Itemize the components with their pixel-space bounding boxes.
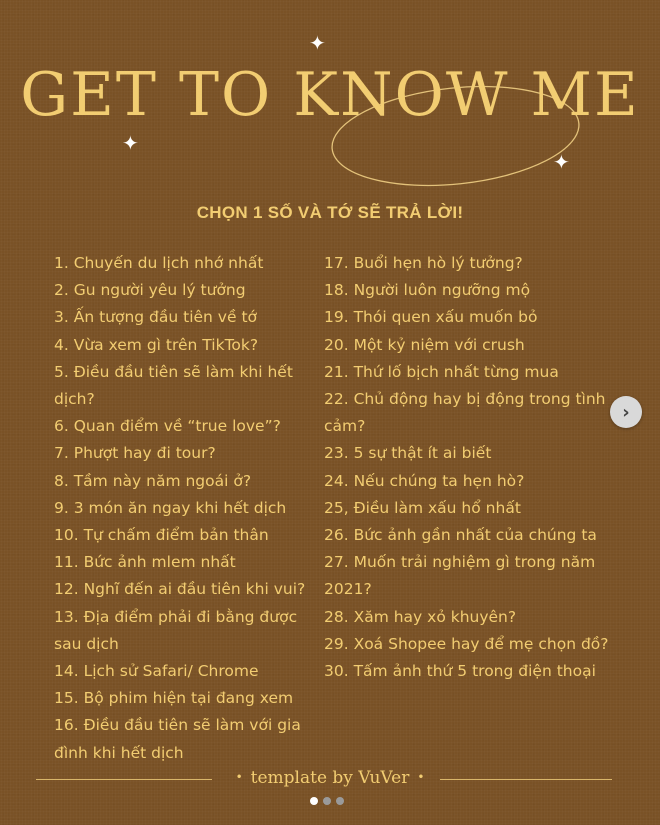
page-dot[interactable] xyxy=(336,797,344,805)
question-item: 2. Gu người yêu lý tưởng xyxy=(54,281,246,300)
question-item: 16. Điều đầu tiên sẽ làm với gia đình khi hết dịch xyxy=(54,716,301,762)
page-dot[interactable] xyxy=(323,797,331,805)
question-item: 5. Điều đầu tiên sẽ làm khi hết dịch? xyxy=(54,362,293,409)
page-dot[interactable] xyxy=(310,797,318,805)
question-item: 20. Một kỷ niệm với crush xyxy=(324,335,525,354)
bullet-icon: • xyxy=(417,770,425,784)
question-item: 7. Phượt hay đi tour? xyxy=(54,444,216,463)
question-item: 29. Xoá Shopee hay để mẹ chọn đồ? xyxy=(324,634,609,653)
question-item: 12. Nghĩ đến ai đầu tiên khi vui? xyxy=(54,580,306,599)
question-item: 25, Điều làm xấu hổ nhất xyxy=(324,498,521,517)
footer-credit: template by VuVer xyxy=(250,768,410,788)
question-item: 8. Tầm này năm ngoái ở? xyxy=(54,471,252,490)
question-item: 19. Thói quen xấu muốn bỏ xyxy=(324,308,538,327)
sparkle-icon: ✦ xyxy=(553,150,570,174)
question-item: 22. Chủ động hay bị động trong tình cảm? xyxy=(324,390,606,436)
question-item: 4. Vừa xem gì trên TikTok? xyxy=(54,335,259,354)
carousel-page-indicator xyxy=(310,797,344,805)
question-item: 3. Ấn tượng đầu tiên về tớ xyxy=(54,308,257,327)
question-item: 15. Bộ phim hiện tại đang xem xyxy=(54,689,294,708)
question-item: 18. Người luôn ngưỡng mộ xyxy=(324,281,531,300)
chevron-right-icon: › xyxy=(622,401,630,423)
bullet-icon: • xyxy=(235,770,243,784)
question-item: 10. Tự chấm điểm bản thân xyxy=(54,526,269,545)
sparkle-icon: ✦ xyxy=(122,131,139,155)
question-item: 27. Muốn trải nghiệm gì trong năm 2021? xyxy=(324,553,596,599)
carousel-next-button[interactable] xyxy=(610,396,642,428)
question-item: 30. Tấm ảnh thứ 5 trong điện thoại xyxy=(324,662,596,681)
question-item: 9. 3 món ăn ngay khi hết dịch xyxy=(54,498,287,517)
question-item: 17. Buổi hẹn hò lý tưởng? xyxy=(324,254,523,272)
subtitle: CHỌN 1 SỐ VÀ TỚ SẼ TRẢ LỜI! xyxy=(196,203,464,222)
question-item: 24. Nếu chúng ta hẹn hò? xyxy=(324,471,525,490)
page-title: GET TO KNOW ME xyxy=(20,60,640,130)
question-item: 28. Xăm hay xỏ khuyên? xyxy=(324,607,517,626)
question-item: 21. Thứ lố bịch nhất từng mua xyxy=(324,362,559,381)
sparkle-icon: ✦ xyxy=(309,31,326,55)
question-item: 23. 5 sự thật ít ai biết xyxy=(324,444,492,463)
question-item: 13. Địa điểm phải đi bằng được sau dịch xyxy=(54,607,298,653)
question-item: 1. Chuyến du lịch nhớ nhất xyxy=(54,254,264,272)
footer xyxy=(0,768,660,788)
question-list-left xyxy=(54,250,316,767)
question-list-right xyxy=(324,250,624,685)
question-item: 26. Bức ảnh gần nhất của chúng ta xyxy=(324,526,597,545)
question-item: 11. Bức ảnh mlem nhất xyxy=(54,553,236,572)
question-item: 14. Lịch sử Safari/ Chrome xyxy=(54,662,259,681)
question-item: 6. Quan điểm về “true love”? xyxy=(54,417,281,436)
